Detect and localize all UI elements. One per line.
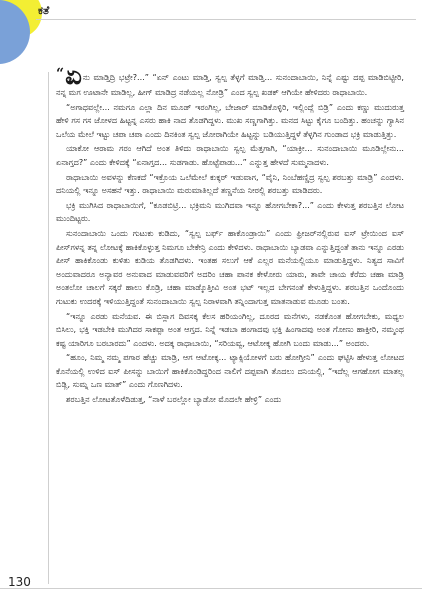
paragraph: ಭಕ್ರಿ ಮುಗಿಸಿದ ರಾಧಾಬಾಯಿಗೆ, “ಕೂಡಬಿಟ್ರಿ... ಭಕ್ರಿಮನಿ ಮುಗಿದವಾ ಇನ್ನೂ ಹೋಗಬೇಕಾ?...” ಎಂದು ಕೇಳುತ್ತ ಶರಬತ್ತಿನ ಲೋಟ ಮುಂದಿಟ್ಟರು. xyxy=(56,199,404,224)
paragraph: ರಾಧಾಬಾಯಿ ಅವಳನ್ನು ಕೆಣಕದೆ “ಇಕ್ರೊಯ ಒಲೆಮೇಲೆ ಕುಕ್ಕರ್ ಇಡುವಾಗ, “ವೈನಿ, ನಿಂಬೆಹಣ್ಣಿದ್ರ ಸ್ವಲ್ಪ ಶರಬತ್ತು ಮಾಡ್ರಿ” ಎಂದಳು. ದನಿಯಲ್ಲಿ ಇನ್ನೂ ಅಸಹನೆ ಇತ್ತು. ರಾಧಾಬಾಯಿ ಮರುಮಾತಿಲ್ಲದೆ ತಣ್ಣನೆಯ ನೀರಲ್ಲಿ ಶರಬತ್ತು ಮಾಡಿದರು. xyxy=(56,171,404,196)
drop-cap-letter: ಏ xyxy=(65,61,82,91)
header-rule xyxy=(36,19,416,20)
paragraph: “ಅಗಾಧವಲ್ಲೇ... ನಮಗೂ ಎಲ್ಲಾ ದಿನ ಮೂಡ್ ಇರಂಗಿಲ್ಲ, ಬೇಜಾರ್ ಮಾಡಿಕೊಳ್ಳಿರಿ, ಇಲ್ಲಿಂದ್ಲೆ ಬಿಡ್ರಿ” ಎಂದು ಕಣ್ಣು ಮುದುರುತ್ತ ಹೇಳಿ ಗಸ ಗಸ ಜೋಳದ ಹಿಟ್ಟನ್ನ ಎಸರು ಹಾಕಿ ನಾದ ತೊಡಗಿದ್ದಳು. ಮುಖ ಸಣ್ಣಗಾಗಿತ್ತು. ಮನದ ಸಿಟ್ಟು ಕೈಗೂ ಬಂದಿತ್ತು. ಹಂಚನ್ನು ಗ್ಯಾಸಿನ ಒಲೆಯ ಮೇಲೆ ಇಟ್ಟು ಚಪಾ ಚಪಾ ಎಂದು ದಿನಕಿಂತ ಸ್ವಲ್ಪ ಜೋರಾಗಿಯೇ ಹಿಟ್ಟನ್ನು ಬಡಿಯುತ್ತಿದ್ದಳೆ ತೆಳ್ಳಗಿನ ಗುಂಡಾದ ಭಕ್ರಿ ಮಾಡುತ್ತಿತ್ತು. xyxy=(56,101,404,139)
paragraph: “ಹೂಂ, ನಿಮ್ಮ ನಮ್ಮ ಪಗಾರ ಹೆಚ್ಚು ಮಾಡ್ರಿ, ಆಗ ಆಟೋಕ್ಕ... ಟ್ಯಾಕ್ಸಿಯೋಳಗೆ ಬರು ಹೋಗ್ತೀನಿ” ಎಂದು ಘಟ್ಟಿಸಿ ಹೇಳುತ್ತ ಲೋಟದ ಕೊನೆಯಲ್ಲಿ ಉಳಿದ ಐಸ್ ಪೀಸನ್ನು ಬಾಯಿಗೆ ಹಾಕಿಕೊಂಡಿದ್ದರಿಂದ ನಾಲಿಗೆ ದಪ್ಪವಾಗಿ ತೊದಲು ದನಿಯಲ್ಲಿ, “ಇದೆಲ್ಲ ಆಗಹೋಗ ಮಾತಲ್ಲ ಬಿಡ್ಲಿ, ಸುಮ್ನ ಒಣ ಮಾತ್” ಎಂದು ಗೊಣಗಿದಳು. xyxy=(56,352,404,390)
footer-rule xyxy=(0,588,422,589)
paragraph-first xyxy=(56,61,404,100)
page-number: 130 xyxy=(8,575,31,589)
paragraph: ಸುನಂದಾಬಾಯಿ ಒಂದು ಗುಟುಕು ಕುಡಿದು, “ಸ್ವಲ್ಪ ಬರ್ಫ್ ಹಾಕೊಂಡ್ರಾಯಿ” ಎಂದು ಫ್ರೀಜರ್‌ನಲ್ಲಿರುವ ಐಸ್ ಟ್ರೇಯಿಂದ ಐಸ್ ಪೀಸ್‌ಗಳನ್ನ ತನ್ನ ಲೋಟಕ್ಕೆ ಹಾಕಿಕೊಳ್ಳುತ್ತ ನಿಮಗೂ ಬೇಕೇನ್ರಿ ಎಂದು ಕೇಳಿದಳು. ರಾಧಾಬಾಯಿ ಬ್ಯಾಡವಾ ಎನ್ನುತ್ತಿದ್ದಂತೆ ತಾನು ಇನ್ನೂ ಎರಡು ಪೀಸ್ ಹಾಕಿಕೊಂಡು ಕುಳಿತು ಕುಡಿಯ ತೊಡಗಿದಳು. ಇಂತಹ ಸಲುಗೆ ಆಕೆ ಎಲ್ಲರ ಮನೆಯಲ್ಲಿಯೂ ಮಾಡುತ್ತಿದ್ದಳು. ನಿತ್ಯದ ಸಾವಿಗೆ ಅಂದುವಾದರೂ ಅನ್ಯಾವರ ಅನುವಾದ ಮಾಡುವವರಿಗೆ ಅದರಿಂ ಚಹಾ ಪಾನಕ ಕೇಳೋರು ಯಾರು, ತಾವೇ ಚಾಯ ಕೆರೆದು ಚಹಾ ಮಾಡ್ರಿ ಅಂತಲೋ ಚಾಲಗೆ ಸಕ್ಕರೆ ಹಾಲು ಕೊಡ್ರಿ, ಚಹಾ ಮಾಡ್ಕೊತ್ತೀವಿ ಅಂತ ಭಟ್ ಇಲ್ಲದ ಬೇಗನಂತೆ ಕೇಳುತ್ತಿದ್ದಳು. ಶರಬತ್ತಿನ ಒಂದೊಂದು ಗುಟುಕು ಉದರಕ್ಕೆ ಇಳಿಯುತ್ತಿದ್ದಂತೆ ಸುನಂದಾಬಾಯಿ ಸ್ವಲ್ಪ ನಿರಾಳವಾಗಿ ತನ್ನಿಂದಾಗುತ್ತ ಮಾತನಾಡುವ ಮೂಡು ಬಂತು. xyxy=(56,227,404,306)
opening-quote: “ xyxy=(56,66,65,82)
paragraph: ಶರಬತ್ತಿನ ಲೋಟತೊಳೆದಿಡುತ್ತ, “ನಾಳೆ ಬರಲ್ಲೋ ಬ್ಯಾಡೋ ಮೊದಲೇ ಹೇಳ್ರಿ” ಎಂದು xyxy=(66,394,282,405)
paragraph-text: ನು ಮಾಡ್ತಿದ್ರಿ ಭಟ್ರೇ?...” “ಏನ್ ಎಂಟು ಮಾಡ್ತಿ, ಸ್ವಲ್ಪ ತೆಳ್ಳಗೆ ಮಾಡ್ತಿ... ಸುನಂದಾಬಾಯಿ, ನಿನ್ನೆ ಎಷ್ಟು ದಪ್ಪ ಮಾಡಿಬಿಟ್ಟೀರಿ, ನನ್ನ ಮಗ ಊಟಾನೇ ಮಾಡಿಲ್ಲ, ಹೀಗ್ ಮಾಡಿದ್ರ ನಡೆಯಲ್ಲ ನೋಡ್ರಿ” ಎಂದ ಸ್ವಲ್ಪ ಖಡಕ್ ಆಗಿಯೇ ಹೇಳಿದರು ರಾಧಾಬಾಯಿ. xyxy=(56,72,404,97)
margin-rule xyxy=(48,72,49,584)
story-body xyxy=(56,61,404,408)
paragraph: ಯಾಕೋ ಆರಾಮ ಗರಂ ಆಗಿದೆ ಅಂತ ತಿಳಿದು ರಾಧಾಬಾಯಿ ಸ್ವಲ್ಪ ಮೆತ್ತಗಾಗಿ, “ಯಾಕ್ರೀ... ಸುನಂದಾಬಾಯಿ ಮೂಡಿಲ್ಲೇನು... ಏನಾಗ್ತದ?” ಎಂದು ಕೇಳಿದಕ್ಕೆ “ಏನಾಗ್ತದ... ಸುಡಗಾಡು. ಹೊಟ್ಟೆಪಾಡು...” ಎನ್ನುತ್ತ ಹೇಳದೆ ಸುಮ್ಮನಾದಳು. xyxy=(56,143,404,167)
section-label: ಕತೆ xyxy=(38,4,50,17)
paragraph: “ಇನ್ನೂ ಎರಡು ಮನೆಯವ. ಈ ಬಿಸ್ಲಾಗ ದಿವಸಕ್ಕ ಕೆಲಸ ಹರಿಯಂಗಿಲ್ಲ, ದೂರದ ಮನೆಗಳು, ನಡಕೊಂತ ಹೋಗಬೇಕು, ಮಧ್ಯಲ ಬಿಸಿಲು, ಭಕ್ತಿ ಇಡಬೇಕಿ ಮುಗಿದರ ಸಾಕಪ್ಪಾ ಅಂತ ಆಗ್ತದ. ನಿನ್ನೆ ಇಡಬಾ ಹಂಗಾದವು ಭಕ್ತಿ ಹಿಂಗಾದವು ಅಂತ ಗೋಣು ಹಾಕ್ತೀರಿ, ನಮ್ಮಂಥ ಕಷ್ಟ ಯಾರಿಗೂ ಬರಬಾರದು” ಎಂದಳು. ಅದಕ್ಕ ರಾಧಾಬಾಯಿ, “ಸರಿಯವ್ವ, ಆಟೋಕ್ಕ ಹೋಗಿ ಬಂದು ಮಾಡು...” ಅಂದರು. xyxy=(56,310,404,348)
